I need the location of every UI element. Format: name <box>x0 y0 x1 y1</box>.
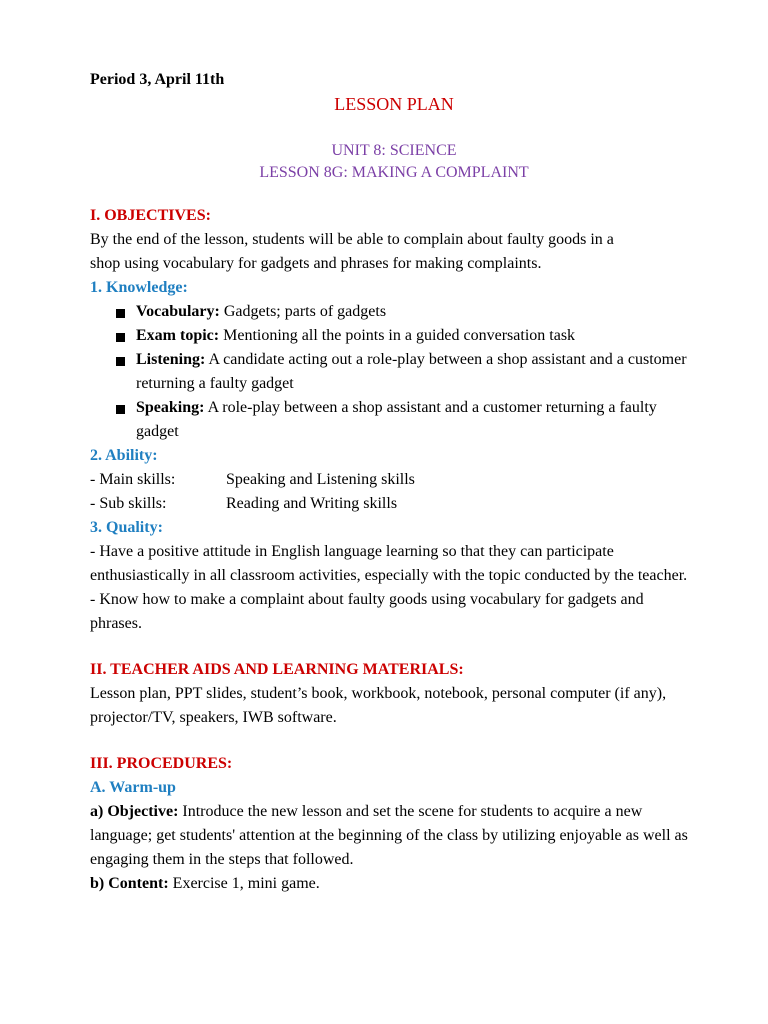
objective-label: a) Objective: <box>90 803 179 820</box>
list-item: Listening: A candidate acting out a role-play between a shop assistant and a customer returning a faulty gadget <box>114 348 688 396</box>
main-skills-label: - Main skills: <box>90 471 176 488</box>
sub-skills-value: Reading and Writing skills <box>226 495 398 512</box>
lesson-title: LESSON 8G: MAKING A COMPLAINT <box>259 164 529 181</box>
list-item: Vocabulary: Gadgets; parts of gadgets <box>114 300 688 324</box>
quality-paragraph-2: - Know how to make a complaint about faulty goods using vocabulary for gadgets and phrases. <box>90 591 644 632</box>
main-skills-value: Speaking and Listening skills <box>226 471 415 488</box>
quality-paragraph-1: - Have a positive attitude in English language learning so that they can participate enthusiastically in all classroom activities, especially with the topic conducted by the teacher. <box>90 543 688 584</box>
warmup-objective <box>90 800 688 872</box>
objectives-intro: By the end of the lesson, students will be able to complain about faulty goods in a shop using vocabulary for gadgets and phrases for making complaints. <box>90 231 614 272</box>
knowledge-heading: 1. Knowledge: <box>90 279 188 296</box>
sub-skills-label: - Sub skills: <box>90 495 167 512</box>
objective-text: Introduce the new lesson and set the scene for students to acquire a new language; get students' attention at the beginning of the class by utilizing enjoyable as well as engaging them in the steps that followed. <box>90 803 688 868</box>
list-item: Speaking: A role-play between a shop assistant and a customer returning a faulty gadget <box>114 396 688 444</box>
period-date: Period 3, April 11th <box>90 71 225 88</box>
knowledge-list <box>90 300 688 444</box>
objectives-heading: I. OBJECTIVES: <box>90 207 211 224</box>
square-bullet-icon <box>116 357 125 366</box>
content-label: b) Content: <box>90 875 169 892</box>
square-bullet-icon <box>116 405 125 414</box>
square-bullet-icon <box>116 333 125 342</box>
square-bullet-icon <box>116 309 125 318</box>
main-skills-row <box>90 468 688 492</box>
lesson-plan-title: LESSON PLAN <box>334 94 454 114</box>
materials-heading: II. TEACHER AIDS AND LEARNING MATERIALS: <box>90 661 464 678</box>
ability-heading: 2. Ability: <box>90 447 158 464</box>
unit-title: UNIT 8: SCIENCE <box>331 142 457 159</box>
warmup-heading: A. Warm-up <box>90 779 176 796</box>
list-item: Exam topic: Mentioning all the points in a guided conversation task <box>114 324 688 348</box>
sub-skills-row <box>90 492 688 516</box>
procedures-heading: III. PROCEDURES: <box>90 755 233 772</box>
quality-heading: 3. Quality: <box>90 519 163 536</box>
content-text: Exercise 1, mini game. <box>168 875 320 892</box>
materials-text: Lesson plan, PPT slides, student’s book, workbook, notebook, personal computer (if any), projector/TV, speakers, IWB software. <box>90 685 667 726</box>
warmup-content <box>90 872 688 896</box>
